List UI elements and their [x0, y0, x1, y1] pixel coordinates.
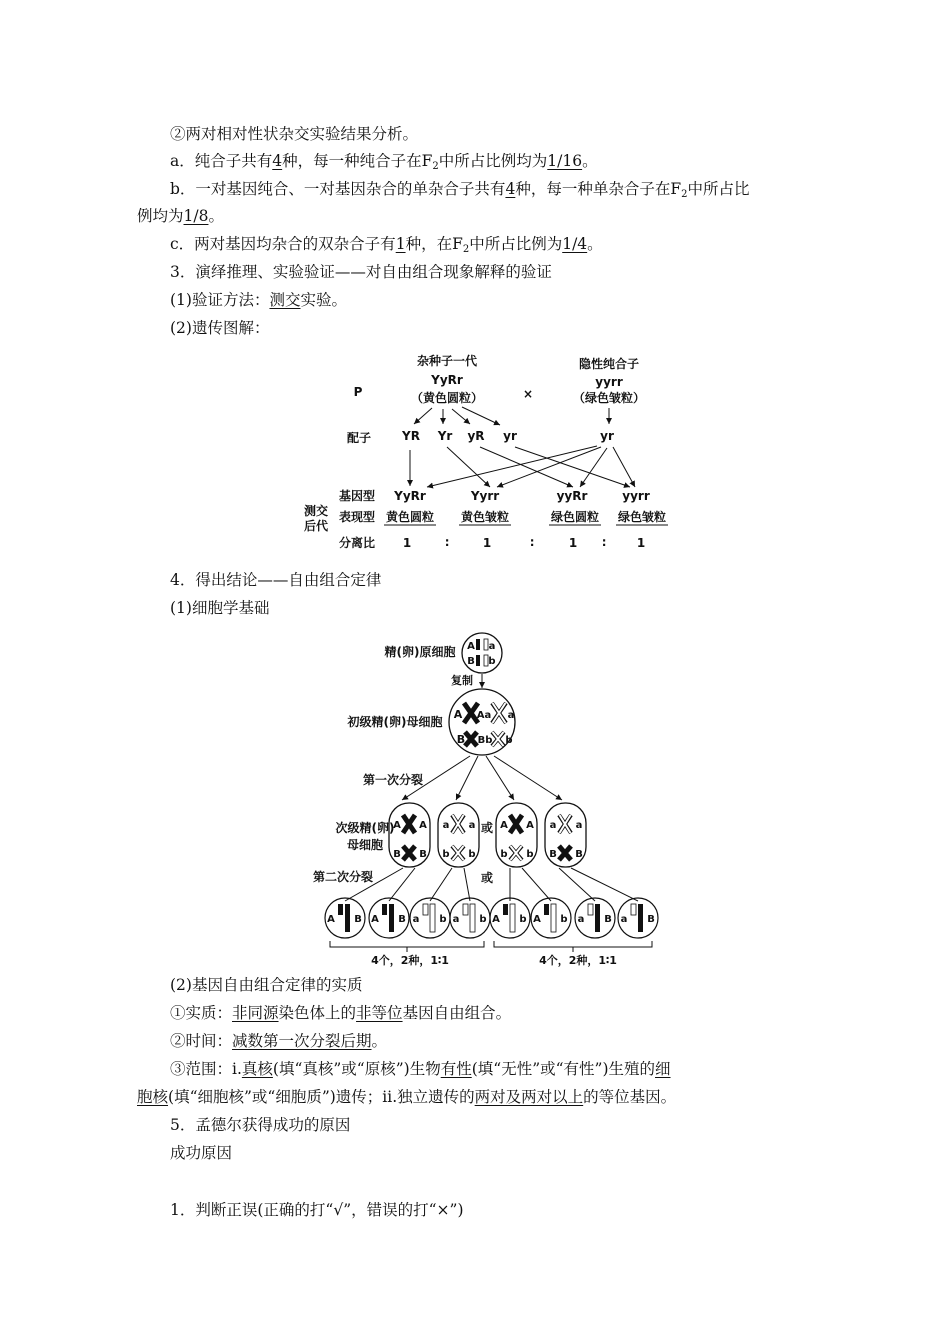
gamete-yr-mixed: Yr [437, 429, 453, 443]
gamete-parent2: yr [600, 429, 614, 443]
ratio-3: 1 [568, 536, 578, 550]
ratio-label: 分离比 [338, 536, 376, 550]
gamete-yr-lower: yr [503, 429, 517, 443]
item-a-line: a．纯合子共有4种，每一种纯合子在$F_2$中所占比例均为1/16。 [170, 152, 598, 172]
parent2-phenotype: （绿色皱粒） [572, 391, 646, 405]
offspring-label-1: 测交 [303, 504, 329, 518]
section-5-title: 5．孟德尔获得成功的原因 [170, 1116, 351, 1134]
p-label: P [353, 385, 363, 399]
svg-text:Aa: Aa [476, 710, 492, 721]
svg-text:A: A [500, 820, 508, 831]
answer-time: 减数第一次分裂后期 [232, 1032, 372, 1050]
svg-text:b: b [505, 735, 513, 746]
summary-left: 4个，2种，1∶1 [371, 954, 449, 967]
success-reasons: 成功原因 [170, 1144, 233, 1162]
phenotype-label: 表现型 [338, 510, 376, 524]
replication-label: 复制 [451, 674, 473, 687]
offspring-phenotype-4: 绿色皱粒 [617, 510, 667, 524]
essence-title: (2)基因自由组合定律的实质 [170, 976, 363, 994]
svg-text:b: b [500, 849, 508, 860]
cell-basis-title: (1)细胞学基础 [170, 599, 270, 617]
genotype-label: 基因型 [338, 489, 376, 503]
offspring-label-2: 后代 [303, 519, 329, 533]
svg-text:a: a [549, 820, 557, 831]
svg-text:A: A [371, 914, 379, 925]
answer-a-count: 4 [272, 152, 283, 170]
svg-text:b: b [526, 849, 534, 860]
scope-line-1: ③范围：ⅰ.真核(填“真核”或“原核”)生物有性(填“无性”或“有性”)生殖的细 [170, 1060, 671, 1078]
parent1-phenotype: （黄色圆粒） [410, 391, 484, 405]
ratio-2: 1 [482, 536, 492, 550]
svg-text:A: A [419, 820, 427, 831]
parent1-title: 杂种子一代 [416, 354, 478, 368]
svg-text:a: a [468, 820, 476, 831]
svg-text:B: B [549, 849, 557, 860]
svg-text:a: a [620, 914, 628, 925]
item-2-title: ②两对相对性状杂交实验结果分析。 [170, 125, 419, 143]
answer-two-pairs: 两对及两对以上 [474, 1088, 584, 1106]
svg-text:a: a [577, 914, 585, 925]
svg-text:Bb: Bb [477, 735, 493, 746]
svg-text:b: b [479, 914, 487, 925]
answer-c-count: 1 [395, 235, 406, 253]
svg-text:A: A [526, 820, 534, 831]
offspring-genotype-4: yyrr [622, 489, 650, 503]
ratio-4: 1 [636, 536, 646, 550]
answer-method: 测交 [269, 291, 301, 309]
offspring-phenotype-3: 绿色圆粒 [550, 510, 600, 524]
answer-nucleus-1: 细 [655, 1060, 671, 1078]
cross-sign: × [522, 387, 534, 401]
diagram-title: (2)遗传图解： [170, 319, 270, 337]
svg-text:b: b [442, 849, 450, 860]
first-division-label: 第一次分裂 [362, 773, 424, 787]
svg-text:a: a [442, 820, 450, 831]
answer-non-allelic: 非等位 [356, 1004, 403, 1022]
answer-b-count: 4 [505, 180, 516, 198]
answer-b-ratio: 1/8 [183, 207, 209, 225]
item-b-line-1: b．一对基因纯合、一对基因杂合的单杂合子共有4种，每一种单杂合子在$F_2$中所占比 [170, 180, 750, 200]
parent2-genotype: yyrr [595, 375, 623, 389]
svg-text:b: b [468, 849, 476, 860]
svg-text:A: A [327, 914, 335, 925]
offspring-phenotype-2: 黄色皱粒 [460, 510, 510, 524]
svg-text:a: a [488, 641, 496, 652]
answer-non-homologous: 非同源 [232, 1004, 279, 1022]
primary-cell-label: 初级精(卵)母细胞 [347, 715, 443, 729]
ratio-sep-1: ∶ [445, 536, 449, 550]
gamete-label: 配子 [346, 431, 372, 445]
answer-eukaryote: 真核 [241, 1060, 273, 1078]
ratio-sep-3: ∶ [602, 536, 606, 550]
svg-text:A: A [492, 914, 500, 925]
answer-a-ratio: 1/16 [547, 152, 583, 170]
exercise-q1: 1．判断正误(正确的打“√”，错误的打“×”) [170, 1201, 464, 1219]
parent2-title: 隐性纯合子 [578, 357, 640, 371]
svg-text:a: a [507, 710, 515, 721]
svg-text:A: A [533, 914, 541, 925]
svg-text:A: A [467, 641, 475, 652]
item-b-line-2: 例均为1/8。 [137, 207, 224, 225]
ratio-1: 1 [402, 536, 412, 550]
or-label-1: 或 [480, 821, 494, 835]
primary-cell [449, 689, 515, 755]
svg-text:B: B [647, 914, 655, 925]
verification-method: (1)验证方法：测交实验。 [170, 291, 347, 309]
offspring-genotype-2: Yyrr [470, 489, 500, 503]
offspring-genotype-3: yyRr [556, 489, 588, 503]
secondary-cell-label-1: 次级精(卵) [335, 821, 395, 835]
svg-text:a: a [412, 914, 420, 925]
svg-text:b: b [488, 656, 496, 667]
svg-text:b: b [439, 914, 447, 925]
summary-right: 4个，2种，1∶1 [539, 954, 617, 967]
primordial-cell-label: 精(卵)原细胞 [384, 645, 456, 659]
svg-text:B: B [456, 733, 466, 746]
svg-text:a: a [575, 820, 583, 831]
parent1-genotype: YyRr [431, 373, 463, 387]
svg-text:B: B [575, 849, 583, 860]
time-line: ②时间：减数第一次分裂后期。 [170, 1032, 388, 1050]
scope-line-2: 胞核(填“细胞核”或“细胞质”)遗传；ⅱ.独立遗传的两对及两对以上的等位基因。 [137, 1088, 677, 1106]
offspring-genotype-1: YyRr [394, 489, 426, 503]
section-4-title: 4．得出结论——自由组合定律 [170, 571, 382, 589]
second-division-label: 第二次分裂 [312, 870, 374, 884]
svg-text:B: B [354, 914, 362, 925]
gamete-yr-upper: YR [402, 429, 420, 443]
offspring-phenotype-1: 黄色圆粒 [385, 510, 435, 524]
primordial-cell [462, 633, 502, 673]
summary-brackets [330, 941, 652, 952]
first-division-lines [402, 756, 562, 800]
svg-text:B: B [467, 656, 475, 667]
essence-line: ①实质：非同源染色体上的非等位基因自由组合。 [170, 1004, 512, 1022]
secondary-cell-label-2: 母细胞 [346, 838, 384, 852]
svg-text:A: A [453, 708, 463, 721]
svg-text:b: b [560, 914, 568, 925]
answer-nucleus-2: 胞核 [137, 1088, 169, 1106]
item-c-line: c．两对基因均杂合的双杂合子有1种，在$F_2$中所占比例为1/4。 [170, 235, 603, 255]
section-3-title: 3．演绎推理、实验验证——对自由组合现象解释的验证 [170, 263, 552, 281]
or-label-2: 或 [480, 871, 494, 885]
answer-sexual: 有性 [440, 1060, 472, 1078]
svg-text:B: B [604, 914, 612, 925]
gamete-yr-r-upper: yR [467, 429, 485, 443]
daughter-chromosomes [327, 904, 655, 932]
answer-c-ratio: 1/4 [562, 235, 588, 253]
svg-text:B: B [393, 849, 401, 860]
svg-text:B: B [398, 914, 406, 925]
svg-text:A: A [393, 820, 401, 831]
svg-text:a: a [452, 914, 460, 925]
svg-text:b: b [519, 914, 527, 925]
ratio-sep-2: ∶ [530, 536, 534, 550]
svg-text:B: B [419, 849, 427, 860]
